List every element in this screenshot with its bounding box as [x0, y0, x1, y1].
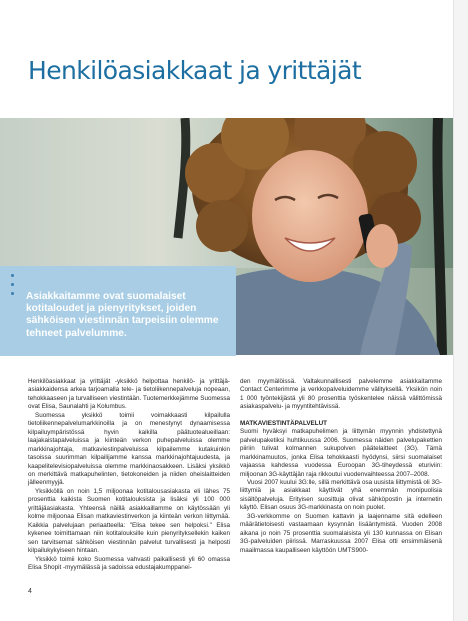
paragraph: Suomi hyväksyi matkapuhelimen ja liittymän myynnin yhdistettynä palvelupaketiksi huhtikuussa 2006. Suomessa näiden palvelupakettien piiriin tulivat kolmannen sukupolven päätelaitteet (3G). Tämä markkinamuutos, jonka Elisa tehokkaasti hyödynsi, siirsi suomalaiset vajaassa kahdessa vuodessa Euroopan 3G-tiheydessä eturiviin: miljoonan 3G-käyttäjän raja rikkoutui vuodenvaihteessa 2007–2008.	[240, 428, 442, 478]
page-number: 4	[28, 588, 32, 595]
text-column-right	[240, 378, 442, 555]
paragraph: Vuosi 2007 kuului 3G:lle, sillä merkittävä osa uusista liittymistä oli 3G-liittymiä ja asiakkaat käyttivät yhä enemmän monipuolisia sisältöpalveluja. Erityisen suosittuja olivat sähköpostin ja internetin käyttö. Elisan osuus 3G-markkinasta on noin puolet.	[240, 478, 442, 512]
paragraph: Henkilöasiakkaat ja yrittäjät -yksikkö helpottaa henkilö- ja yrittäjä-asiakkaidensa arkea tarjoamalla tele- ja tietoliikennepalveluja nopeaan, tehokkaaseen ja turvalliseen viestintään. Tuotemerkkejämme Suomessa ovat Elisa, Saunalahti ja Kolumbus.	[28, 378, 230, 411]
paragraph: 3G-verkkomme on Suomen kattavin ja laajenname sitä edelleen määrätietoisesti vastaamaan kysynnän lisääntymistä. Vuoden 2008 aikana jo noin 75 prosenttia suomalaisista yli 130 kunnassa on Elisan 3G-palveluiden piirissä. Marraskuussa 2007 Elisa otti ensimmäisenä maailmassa kaupalliseen käyttöön UMTS900-	[240, 512, 442, 554]
paragraph: Suomessa yksikkö toimii voimakkaasti kilpailulla tietoliikennepalvelumarkkinoilla ja on menestynyt dynaamisessa kilpailuympäristössä hyvin kaikilla päätuotealueillaan: laajakaistapalveluissa ja kiinteän verkon puhepalveluissa olemme markkinajohtaja, matkaviestinpalveluissa kilpailemme kutakuinkin tasoissa suurimman kilpailijamme kanssa markkinajohtajuudesta, ja kaapelitelevisiopalveluissa olemme markkinaosakkeen. Lisäksi yksikkö on merkittävä matkapuhelinten, tietokoneiden ja niiden oheislaitteiden jälleenmyyjä.	[28, 411, 230, 487]
section-heading: MATKAVIESTINTÄPALVELUT	[240, 419, 327, 427]
text-column-left	[28, 378, 230, 572]
page-edge	[453, 0, 468, 621]
intro-text: Asiakkaitamme ovat suomalaiset kotitaloudet ja pienyritykset, joiden sähköisen viestinnän tarpeisiin olemme tehneet palvelumme.	[26, 291, 219, 339]
paragraph: den myymälöissä. Valtakunnallisesti palvelemme asiakkaitamme Contact Centerimme ja verkkopalveluidemme välityksellä. Yksikön noin 1 000 työntekijästä yli 80 prosenttia työskentelee näissä välittömissä asiakaspalvelu- ja myyntitehtävissä.	[240, 378, 442, 411]
page-title: Henkilöasiakkaat ja yrittäjät	[28, 56, 362, 85]
paragraph: Yksikköllä on noin 1,5 miljoonaa kotitalousasiakasta eli lähes 75 prosenttia kaikista Suomen kotitalouksista ja lisäksi yli 100 000 yrittäjäasiakasta. Yhteensä näillä asiakkaillamme on käytössään yli kolme miljoonaa Elisan matkaviestinverkon ja kiinteän verkon liittymää. Kaikkia palvelujaan periaatteella: "Elisa tekee sen helpoksi." Elisa kykenee toimittamaan niin kotitalouksille kuin pienyrityksellekin kaiken sen tarvitsemat sähköisen viestinnän palvelut turvallisesti ja helposti kilpailukykyiseen hintaan.	[28, 487, 230, 555]
decorative-dots	[9, 274, 17, 301]
paragraph: Yksikkö toimii koko Suomessa vahvasti paikallisesti yli 60 omassa Elisa Shopit -myymälässä ja sadoissa edustajakumppanei-	[28, 555, 230, 571]
